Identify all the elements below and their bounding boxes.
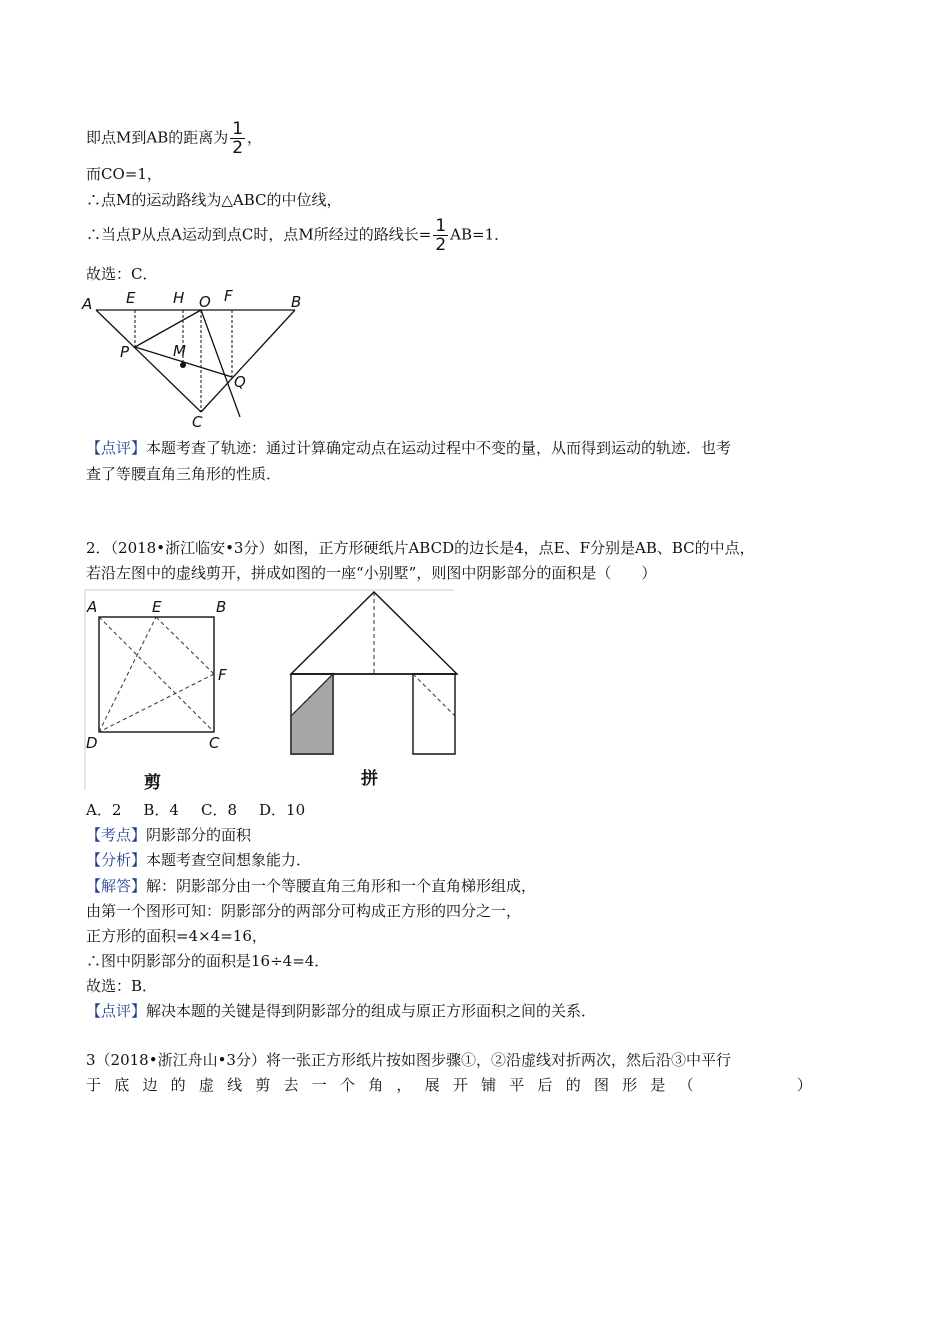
option-c: C．8 [200, 801, 237, 819]
right-pillar [413, 674, 455, 754]
text-segment: ， [247, 128, 263, 147]
dashed-diagonal-ac [99, 617, 214, 732]
label-p: P [120, 343, 130, 361]
label-c: C [192, 413, 203, 431]
segment-oq-extended [201, 310, 240, 417]
text-segment: AB=1． [450, 225, 510, 244]
text-segment: ∴当点P从点A运动到点C时，点M所经过的路线长= [86, 225, 432, 244]
label-e: E [126, 289, 136, 307]
label-d: D [86, 734, 98, 752]
review-text: 解决本题的关键是得到阴影部分的组成与原正方形面积之间的关系． [146, 1002, 597, 1020]
label-f: F [224, 287, 233, 305]
option-d: D．10 [259, 801, 306, 819]
review-2 [86, 1001, 596, 1021]
review-tag: 【点评】 [86, 439, 147, 457]
segment-bc [201, 310, 295, 412]
label-b: B [216, 598, 227, 616]
review-1-cont: 查了等腰直角三角形的性质． [86, 465, 282, 483]
square-cut-figure [84, 590, 254, 795]
solution-2-line4: ∴图中阴影部分的面积是16÷4=4． [86, 952, 330, 970]
jieda-line [86, 876, 536, 896]
solution-2-line3: 正方形的面积=4×4=16， [86, 927, 267, 945]
kaodian-text: 阴影部分的面积 [146, 826, 252, 844]
question-2-line1: 2．（2018•浙江临安•3分）如图，正方形硬纸片ABCD的边长是4，点E、F分别是AB、BC的中点， [86, 539, 755, 557]
roof-triangle [291, 592, 457, 674]
question-3-line2: 于 底 边 的 虚 线 剪 去 一 个 角 ， 展 开 铺 平 后 的 图 形 是 （ ） [86, 1076, 812, 1094]
right-pillar-dashed [413, 674, 455, 716]
segment-ac [96, 310, 201, 412]
label-f: F [218, 666, 227, 684]
fenxi-tag: 【分析】 [86, 851, 147, 869]
solution-2-answer: 故选：B． [86, 977, 158, 995]
text-segment: 即点M到AB的距离为 [86, 128, 229, 147]
fenxi-line [86, 850, 311, 870]
solution-line-midline: ∴点M的运动路线为△ABC的中位线， [86, 191, 342, 209]
review-tag: 【点评】 [86, 1002, 147, 1020]
label-a: A [87, 598, 98, 616]
solution-line-distance [86, 120, 262, 157]
kaodian-line [86, 825, 251, 845]
shaded-region [291, 674, 333, 754]
review-1 [86, 438, 731, 458]
label-h: H [173, 289, 185, 307]
review-text: 本题考查了轨迹：通过计算确定动点在运动过程中不变的量，从而得到运动的轨迹．也考 [146, 439, 732, 457]
label-q: Q [234, 373, 246, 391]
fraction-half: $\frac{1}{2}$ [435, 216, 447, 255]
label-c: C [209, 734, 220, 752]
label-o: O [199, 293, 211, 311]
house-figure [285, 590, 465, 795]
option-b: B．4 [143, 801, 179, 819]
question-3-line1: 3（2018•浙江舟山•3分）将一张正方形纸片按如图步骤①，②沿虚线对折两次，然后沿③中平行 [86, 1051, 731, 1069]
label-a: A [82, 295, 93, 313]
solution-line-path-length [86, 217, 509, 254]
options-row [86, 800, 305, 820]
dashed-ef [156, 617, 214, 674]
jieda-text: 解：阴影部分由一个等腰直角三角形和一个直角梯形组成， [146, 877, 537, 895]
kaodian-tag: 【考点】 [86, 826, 147, 844]
triangle-figure [80, 285, 320, 435]
solution-line-co: 而CO=1， [86, 165, 162, 183]
option-a: A．2 [86, 801, 122, 819]
fenxi-text: 本题考查空间想象能力． [146, 851, 312, 869]
jieda-tag: 【解答】 [86, 877, 147, 895]
point-m [180, 362, 186, 368]
caption-cut: 剪 [144, 773, 161, 793]
label-m: M [173, 342, 186, 360]
caption-assemble: 拼 [361, 769, 378, 789]
label-e: E [152, 598, 162, 616]
solution-2-line2: 由第一个图形可知：阴影部分的两部分可构成正方形的四分之一， [86, 902, 522, 920]
fraction-half: $\frac{1}{2}$ [232, 119, 244, 158]
label-b: B [291, 293, 302, 311]
question-2-line2: 若沿左图中的虚线剪开，拼成如图的一座“小别墅”，则图中阴影部分的面积是（ ） [86, 564, 657, 582]
solution-answer-c: 故选：C． [86, 265, 158, 283]
dashed-fd [99, 674, 214, 732]
segment-op [135, 310, 201, 347]
dashed-de [99, 617, 156, 732]
